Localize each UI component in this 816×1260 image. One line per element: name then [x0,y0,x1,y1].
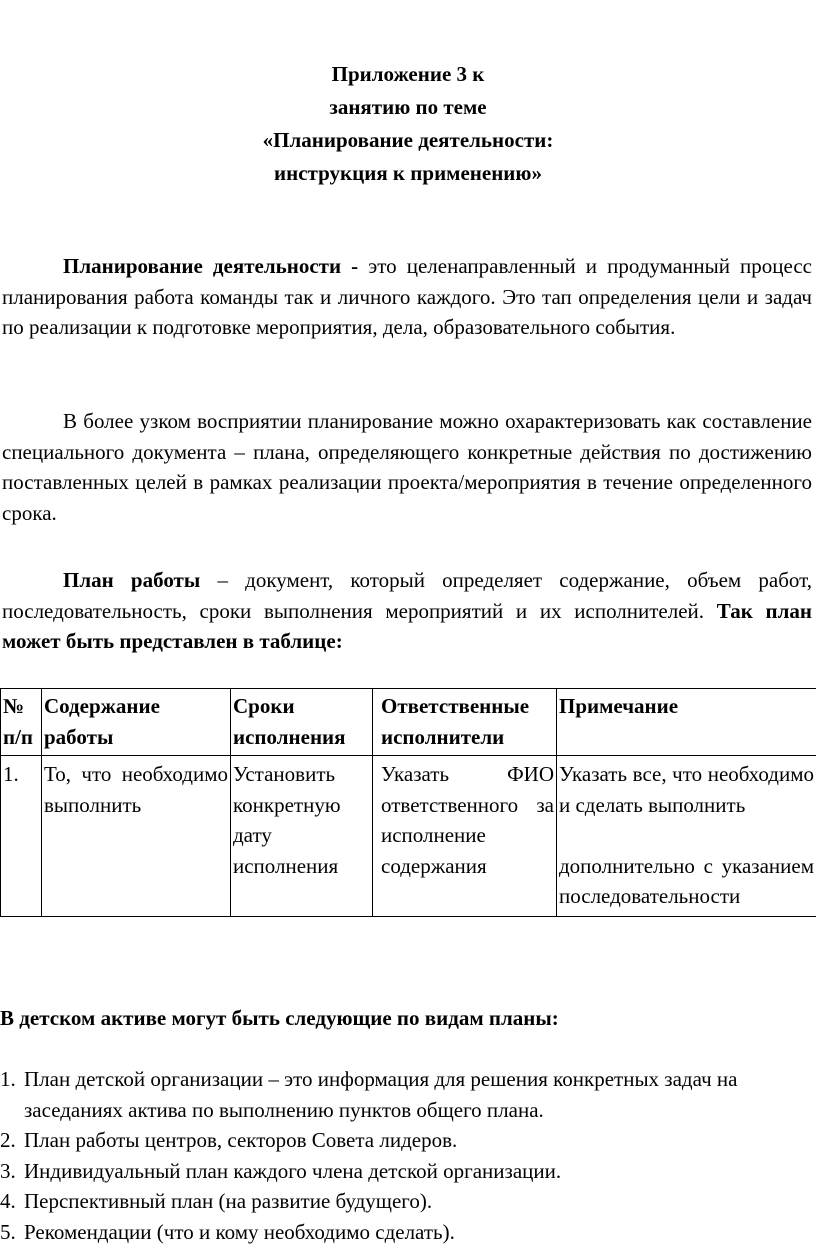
document-title [0,58,816,190]
note-part-2: дополнительно с указанием последовательности [559,853,814,908]
work-plan-paragraph [2,565,812,657]
plans-list-heading: В детском активе могут быть следующие по видам планы: [0,1006,559,1030]
plan-table [0,688,816,917]
table-row [1,756,816,917]
title-line-1: Приложение 3 к [331,62,485,86]
narrow-sense-text: В более узком восприятии планирование можно охарактеризовать как составление специального документа – плана, определяющего конкретные действия по достижению поставленных целей в рамках реализации проекта/мероприятия в течение определенного срока. [2,409,812,525]
work-plan-term: План работы [63,568,201,592]
header-content: Содержание работы [42,689,231,756]
cell-deadline: Установить конкретную дату исполнения [231,756,373,917]
definition-term: Планирование деятельности - [63,254,369,278]
cell-responsible: Указать ФИО ответственного за исполнение содержания [373,756,557,917]
list-item: 3. Индивидуальный план каждого члена детской организации. [0,1158,562,1183]
title-line-4: инструкция к применению» [274,161,542,185]
list-item: 5. Рекомендации (что и кому необходимо сделать). [0,1219,455,1244]
title-line-2: занятию по теме [329,95,487,119]
header-deadline: Сроки исполнения [231,689,373,756]
work-plan-bold-tail: Так план может быть представлен в таблице: [2,598,812,653]
header-responsible: Ответственные исполнители [373,689,557,756]
note-part-1: Указать все, что необходимо и сделать выполнить [559,762,814,817]
header-number: № п/п [1,689,42,756]
work-plan-text: – документ, который определяет содержание, объем работ, последовательность, сроки выполнения мероприятий и их исполнителей. [2,568,812,623]
list-item: 4. Перспективный план (на развитие будущего). [0,1189,433,1213]
title-line-3: «Планирование деятельности: [262,128,554,152]
narrow-sense-paragraph [2,406,812,528]
plans-list [0,1064,814,1247]
definition-text: это целенаправленный и продуманный процесс планирования работа команды так и личного каждого. Это тап определения цели и задач по реализации к подготовке мероприятия, дела, образовательного события. [2,254,812,339]
header-note: Примечание [557,689,816,756]
table-header-row [1,689,816,756]
list-item: 2. План работы центров, секторов Совета лидеров. [0,1128,458,1152]
definition-paragraph [2,251,812,343]
cell-number: 1. [1,756,42,917]
cell-content: То, что необходимо выполнить [42,756,231,917]
cell-note [557,756,816,917]
list-item: 1. План детской организации – это информация для решения конкретных задач на заседаниях актива по выполнению пунктов общего плана. [0,1067,738,1122]
